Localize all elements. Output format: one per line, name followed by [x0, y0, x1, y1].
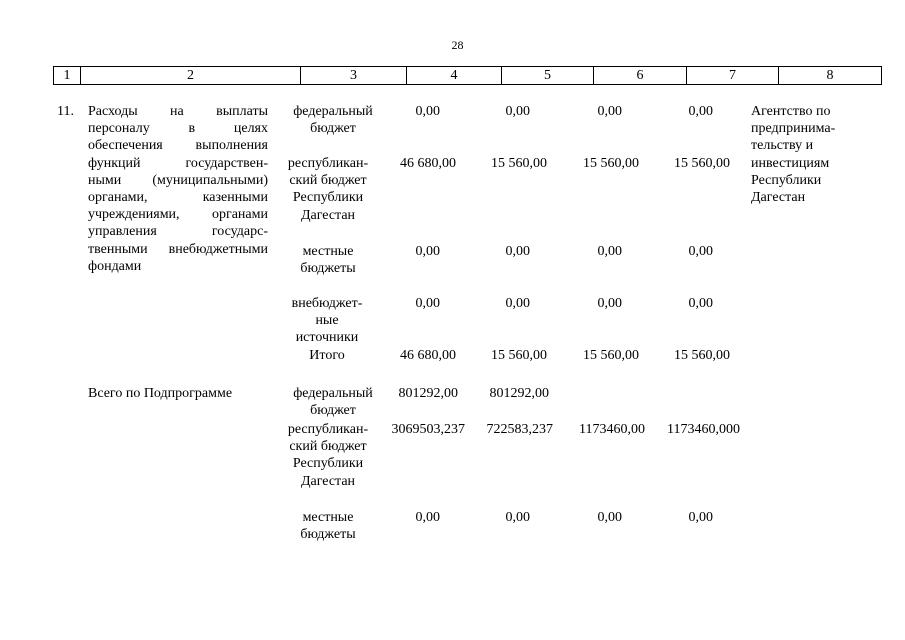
value-col-5: 15 560,00: [491, 156, 547, 171]
source-name: республикан-ский бюджет Республики Дагестан: [287, 422, 369, 489]
row-title-line: Расходы на выплаты: [88, 104, 268, 119]
value-col-4: 0,00: [415, 296, 440, 311]
row-title-line: твенными внебюджетными: [88, 241, 268, 257]
value-col-4: 801292,00: [398, 386, 458, 401]
value-col-5: 15 560,00: [491, 348, 547, 363]
header-col-1: 1: [54, 67, 81, 85]
responsible-agency: Агентство по предпринима-тельству и инвестициям Республики Дагестан: [751, 104, 836, 206]
value-col-7: 0,00: [688, 296, 713, 311]
page-number: 28: [451, 38, 464, 52]
value-col-5: 801292,00: [489, 386, 549, 401]
source-name: внебюджет-ные источники: [291, 296, 363, 346]
subprogram-total-title: Всего по Подпрограмме: [88, 386, 233, 401]
row-title: [88, 103, 268, 275]
value-col-4: 46 680,00: [400, 348, 456, 363]
header-col-7: 7: [687, 67, 779, 85]
header-col-3: 3: [301, 67, 407, 85]
source-name: федеральный бюджет: [293, 104, 373, 137]
source-name: местные бюджеты: [300, 510, 356, 543]
header-col-5: 5: [502, 67, 594, 85]
value-col-6: 0,00: [597, 296, 622, 311]
value-col-6: 0,00: [597, 244, 622, 259]
source-name: местные бюджеты: [300, 244, 356, 277]
header-col-8: 8: [779, 67, 882, 85]
value-col-4: 3069503,237: [391, 422, 465, 437]
value-col-7: 0,00: [688, 244, 713, 259]
value-col-4: 0,00: [415, 244, 440, 259]
row-title-line: персоналу в целях: [88, 121, 268, 137]
header-col-4: 4: [407, 67, 502, 85]
header-col-2: 2: [81, 67, 301, 85]
row-title-line: функций государствен-: [88, 155, 268, 171]
value-col-5: 0,00: [505, 296, 530, 311]
value-col-5: 0,00: [505, 244, 530, 259]
row-title-line: обеспечения выполнения: [88, 138, 268, 154]
value-col-7: 1173460,000: [667, 422, 740, 437]
value-col-6: 1173460,00: [579, 422, 645, 437]
row-title-line: фондами: [88, 258, 142, 274]
row-title-line: ными (муниципальными): [88, 172, 268, 188]
value-col-6: 0,00: [597, 510, 622, 525]
row-number: 11.: [57, 104, 74, 119]
source-name-total: Итого: [309, 348, 345, 363]
value-col-4: 0,00: [415, 510, 440, 525]
column-header-row: [53, 66, 882, 85]
value-col-5: 722583,237: [486, 422, 553, 437]
value-col-4: 0,00: [415, 104, 440, 119]
value-col-7: 15 560,00: [674, 156, 730, 171]
source-name: республикан-ский бюджет Республики Дагестан: [287, 156, 369, 223]
value-col-6: 0,00: [597, 104, 622, 119]
value-col-7: 0,00: [688, 104, 713, 119]
value-col-7: 15 560,00: [674, 348, 730, 363]
value-col-7: 0,00: [688, 510, 713, 525]
row-title-line: учреждениями, органами: [88, 207, 268, 223]
value-col-4: 46 680,00: [400, 156, 456, 171]
row-title-line: органами, казенными: [88, 190, 268, 206]
header-col-6: 6: [594, 67, 687, 85]
value-col-6: 15 560,00: [583, 156, 639, 171]
row-title-line: управления государс-: [88, 224, 268, 240]
source-name: федеральный бюджет: [293, 386, 373, 419]
value-col-6: 15 560,00: [583, 348, 639, 363]
value-col-5: 0,00: [505, 104, 530, 119]
value-col-5: 0,00: [505, 510, 530, 525]
